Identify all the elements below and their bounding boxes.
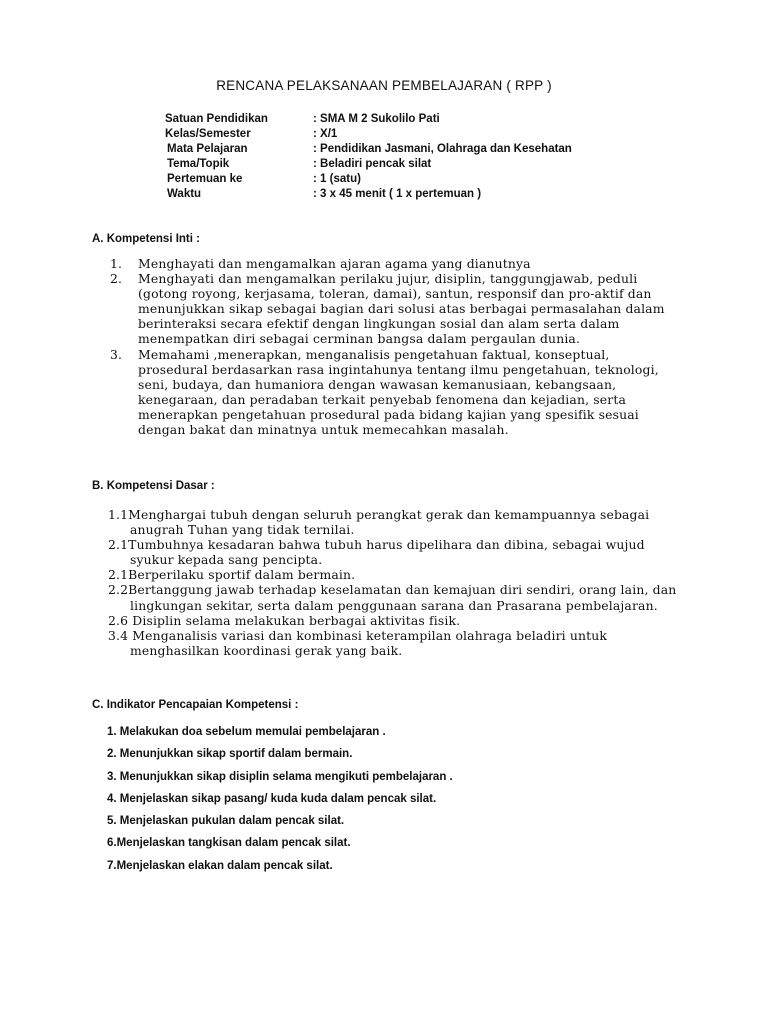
list-item: 5. Menjelaskan pukulan dalam pencak silat. (107, 815, 345, 828)
indikator-list (107, 721, 453, 877)
identity-row-kelas (165, 127, 572, 142)
identity-row-tema (165, 157, 572, 172)
identity-value: : 1 (satu) (313, 173, 361, 185)
list-item (110, 271, 680, 346)
identity-row-mapel (165, 142, 572, 157)
identity-label: Mata Pelajaran (167, 143, 248, 155)
identity-value: : X/1 (313, 128, 338, 140)
kompetensi-inti-list (110, 256, 680, 437)
list-item: 7.Menjelaskan elakan dalam pencak silat. (107, 859, 333, 872)
identity-row-satuan (165, 112, 572, 127)
identity-table (165, 112, 572, 202)
list-item: 2.1Tumbuhnya kesadaran bahwa tubuh harus dipelihara dan dibina, sebagai wujud syukur kepada sang pencipta. (108, 537, 645, 568)
list-item: 3. Menunjukkan sikap disiplin selama mengikuti pembelajaran . (107, 770, 453, 783)
list-item (110, 347, 680, 438)
list-item-number: 2. (110, 271, 123, 287)
identity-row-waktu (165, 187, 572, 202)
document-title: RENCANA PELAKSANAAN PEMBELAJARAN ( RPP ) (216, 78, 552, 93)
list-item: 2.6 Disiplin selama melakukan berbagai aktivitas fisik. (108, 612, 461, 628)
list-item: 3.4 Menganalisis variasi dan kombinasi keterampilan olahraga beladiri untuk menghasilkan koordinasi gerak yang baik. (108, 627, 608, 658)
list-item (110, 256, 680, 271)
list-item-number: 3. (110, 346, 123, 362)
list-item-text: Menghayati dan mengamalkan ajaran agama yang dianutnya (138, 256, 531, 271)
kompetensi-dasar-heading: B. Kompetensi Dasar : (92, 480, 215, 492)
list-item-number: 1. (110, 256, 123, 271)
list-item: 2.2Bertanggung jawab terhadap keselamatan dan kemajuan diri sendiri, orang lain, dan lingkungan sekitar, serta dalam penggunaan sarana dan Prasarana pembelajaran. (108, 582, 677, 613)
identity-value: : Beladiri pencak silat (313, 158, 432, 170)
list-item: 1.1Menghargai tubuh dengan seluruh perangkat gerak dan kemampuannya sebagai anugrah Tuhan yang tidak ternilai. (108, 507, 650, 538)
identity-label: Tema/Topik (167, 158, 230, 170)
list-item: 2.1Berperilaku sportif dalam bermain. (108, 567, 356, 583)
identity-label: Satuan Pendidikan (165, 113, 268, 125)
kompetensi-inti-heading: A. Kompetensi Inti : (92, 233, 200, 245)
list-item: 1. Melakukan doa sebelum memulai pembelajaran . (107, 726, 386, 738)
identity-value: : Pendidikan Jasmani, Olahraga dan Kesehatan (313, 143, 572, 155)
list-item-text: Memahami ,menerapkan, menganalisis pengetahuan faktual, konseptual, prosedural berdasarkan rasa ingintahunya tentang ilmu pengetahuan, teknologi, seni, budaya, dan humaniora dengan wawasan kemanusiaan, kebangsaan, kenegaraan, dan peradaban terkait penyebab fenomena dan kejadian, serta menerapkan pengetahuan prosedural pada bidang kajian yang spesifik sesuai dengan bakat dan minatnya untuk memecahkan masalah. (138, 346, 659, 438)
identity-row-pertemuan (165, 172, 572, 187)
identity-label: Pertemuan ke (167, 173, 243, 185)
list-item-text: Menghayati dan mengamalkan perilaku jujur, disiplin, tanggungjawab, peduli (gotong royong, kerjasama, toleran, damai), santun, responsif dan pro-aktif dan menunjukkan sikap sebagai bagian dari solusi atas berbagai permasalahan dalam berinteraksi secara efektif dengan lingkungan sosial dan alam serta dalam menempatkan diri sebagai cerminan bangsa dalam pergaulan dunia. (138, 271, 665, 347)
list-item: 6.Menjelaskan tangkisan dalam pencak silat. (107, 837, 351, 850)
identity-value: : SMA M 2 Sukolilo Pati (313, 113, 440, 125)
identity-value: : 3 x 45 menit ( 1 x pertemuan ) (313, 188, 482, 200)
indikator-heading: C. Indikator Pencapaian Kompetensi : (92, 699, 299, 711)
identity-label: Kelas/Semester (165, 128, 251, 140)
list-item: 2. Menunjukkan sikap sportif dalam bermain. (107, 748, 353, 761)
identity-label: Waktu (167, 188, 202, 200)
kompetensi-dasar-list (108, 507, 678, 658)
list-item: 4. Menjelaskan sikap pasang/ kuda kuda dalam pencak silat. (107, 792, 437, 805)
